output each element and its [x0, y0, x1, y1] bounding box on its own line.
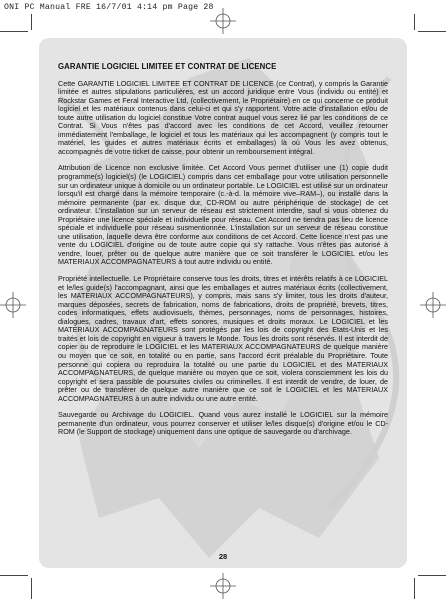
manual-page-panel — [39, 38, 407, 568]
paragraph-intro: Cette GARANTIE LOGICIEL LIMITEE ET CONTRAT DE LICENCE (ce Contrat), y compris la Garantie limitée et autres stipulations particulières, est un accord juridique entre Vous (individu ou entité) et Rockstar Games et Feral Interactive Ltd, (collectivement, le Propriétaire) en ce qui concerne ce produit logiciel et les matériaux contenus dans celui-ci et qui s'y rapportent. Votre acte d'installation et/ou de toute autre utilisation du logiciel constitue Votre contrat auquel vous serez lié par les conditions de ce Contrat. Si Vous n'êtes pas d'accord avec les conditions de cet Accord, veuillez retourner immédiatement l'emballage, le logiciel et tous les matériaux qui les accompagnent (y compris tout le matériel, les guides et autres matériaux écrits et emballages) là où Vous les avez obtenus, accompagnés de votre ticket de caisse, pour obtenir un remboursement intégral. — [58, 78, 388, 156]
page-number: 28 — [218, 552, 228, 562]
crop-mark-top-left-h — [0, 31, 28, 32]
license-agreement-text — [58, 62, 388, 562]
paragraph-backup: Sauvegarde ou Archivage du LOGICIEL. Quand vous aurez installé le LOGICIEL sur la mémoire permanente d'un ordinateur, vous pourrez conserver et utiliser le/les disque(s) d'origine et/ou le CD-ROM (le Support de stockage) uniquement dans une optique de sauvegarde ou d'archivage. — [58, 410, 388, 437]
print-slug-header: ONI PC Manual FRE 16/7/01 4:14 pm Page 28 — [4, 3, 214, 12]
document-title: GARANTIE LOGICIEL LIMITEE ET CONTRAT DE LICENCE — [58, 62, 277, 71]
registration-mark-right-icon — [420, 292, 446, 318]
crop-mark-bottom-right-h — [418, 575, 446, 576]
crop-mark-top-left-v — [31, 14, 32, 30]
crop-mark-bottom-right-v — [414, 578, 415, 599]
registration-mark-left-icon — [0, 292, 26, 318]
crop-mark-bottom-left-h — [0, 575, 28, 576]
registration-mark-top-icon — [210, 8, 236, 34]
crop-mark-bottom-left-v — [31, 578, 32, 599]
paragraph-license-grant: Attribution de Licence non exclusive limitée. Cet Accord Vous permet d'utiliser une (1) copie dudit programme(s) logiciel(s) (le LOGICIEL) compris dans cet emballage pour votre utilisation personnelle sur un ordinateur unique à domicile ou un ordinateur portable. Le LOGICIEL est utilisé sur un ordinateur lorsqu'il est chargé dans la mémoire temporaire (c.-à-d. la mémoire vive–RAM–), ou installé dans la mémoire permanente (par ex. disque dur, CD-ROM ou autre périphérique de stockage) de cet ordinateur. L'installation sur un serveur de réseau est strictement interdite, sauf si vous obtenez du Propriétaire une licence spéciale et individuelle pour réseau. Cet Accord ne tiendra pas lieu de licence spéciale et individuelle pour réseau susmentionnée. L'installation sur un serveur de réseau constitue une utilisation, laquelle devra être conforme aux conditions de cet Accord. Cette licence n'est pas une vente du LOGICIEL d'origine ou de toute autre copie qui s'y rattache. Vous n'êtes pas autorisé à vendre, louer, prêter ou de quelque autre manière que ce soit transférer le LOGICIEL et/ou les MATERIAUX ACCOMPAGNATEURS à tout autre individu ou entité. — [58, 163, 388, 267]
paragraph-intellectual-property: Propriété intellectuelle. Le Propriétaire conserve tous les droits, titres et intérêts relatifs à ce LOGICIEL et le/les guide(s) l'accompagnant, ainsi que les emballages et autres matériaux écrits (collectivement, les MATERIAUX ACCOMPAGNATEURS), y compris, mais sans s'y limiter, tous les droits d'auteur, marques déposées, secrets de fabrication, noms de fabrications, droits de propriété, brevets, titres, codes informatiques, effets audiovisuels, thèmes, personnages, noms de personnages, histoires, dialogues, cadres, travaux d'art, effets sonores, musiques et droits moraux. Le LOGICIEL et les MATERIAUX ACCOMPAGNATEURS sont protégés par les lois de copyright des Etats-Unis et les traités et lois de copyright en vigueur à travers le Monde. Tous les droits sont réservés. Il est interdit de copier ou de reproduire le LOGICIEL et les MATERIAUX ACCOMPAGNATEURS de quelque manière ou moyen que ce soit, en totalité ou en partie, sans l'accord écrit préalable du Propriétaire. Toute personne qui copiera ou reproduira la totalité ou une partie du LOGICIEL et des MATERIAUX ACCOMPAGNATEURS, de quelque manière ou moyen que ce soit, violera consciemment les lois du copyright et sera passible de poursuites civiles ou criminelles. Il est interdit de vendre, de louer, de prêter ou de transférer de quelque autre manière que ce soit le LOGICIEL et les MATERIAUX ACCOMPAGNATEURS à un autre individu ou une autre entité. — [58, 274, 388, 403]
crop-mark-top-right-h — [418, 31, 446, 32]
crop-mark-top-right-v — [414, 14, 415, 30]
registration-mark-bottom-icon — [210, 573, 236, 599]
